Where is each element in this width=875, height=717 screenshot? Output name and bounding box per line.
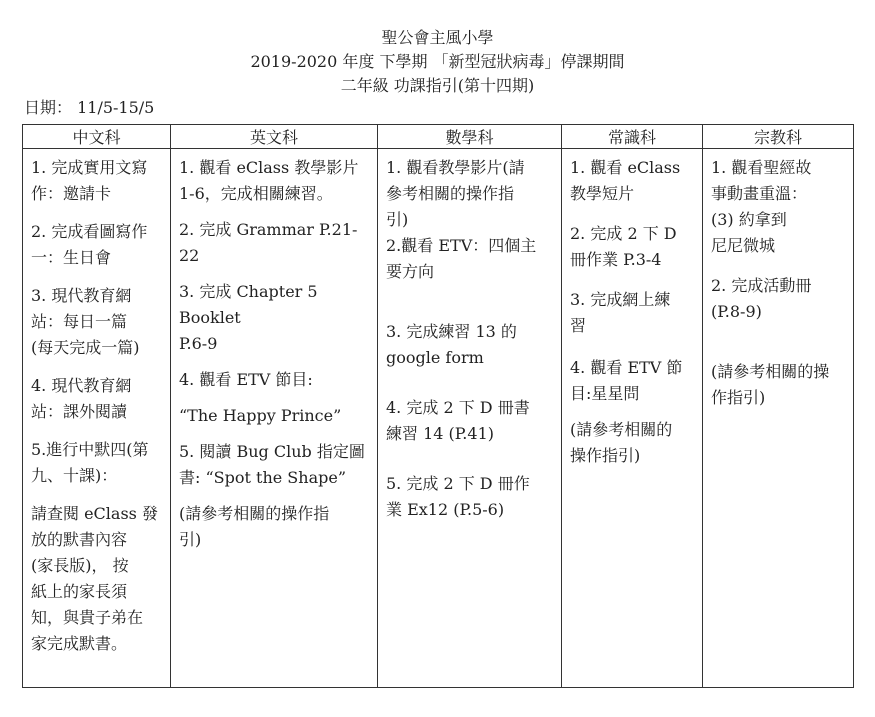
chinese-item: 1. 完成實用文寫 作：邀請卡 <box>31 158 148 203</box>
general-studies-item: 4. 觀看 ETV 節 目:星星問 <box>570 358 683 403</box>
chinese-item: 3. 現代教育網 站：每日一篇 (每天完成一篇) <box>31 286 140 357</box>
general-studies-cell <box>562 149 703 688</box>
english-item: 4. 觀看 ETV 節目: <box>179 370 313 389</box>
col-header-chinese: 中文科 <box>23 125 171 149</box>
date-range: 日期： 11/5-15/5 <box>24 98 155 117</box>
homework-table <box>22 124 854 688</box>
chinese-cell <box>23 149 171 688</box>
general-studies-item: 1. 觀看 eClass 教學短片 <box>570 158 681 203</box>
general-studies-item: 2. 完成 2 下 D 冊作業 P.3-4 <box>570 224 677 269</box>
english-cell <box>171 149 378 688</box>
col-header-math: 數學科 <box>378 125 562 149</box>
table-body-row <box>23 149 854 688</box>
col-header-religion: 宗教科 <box>703 125 854 149</box>
math-item: 3. 完成練習 13 的 google form <box>386 322 517 367</box>
english-item: 5. 閱讀 Bug Club 指定圖 書: “Spot the Shape” <box>179 442 365 487</box>
religion-cell <box>703 149 854 688</box>
english-item: 1. 觀看 eClass 教學影片 1-6，完成相關練習。 <box>179 158 359 203</box>
math-cell <box>378 149 562 688</box>
religion-item: 2. 完成活動冊 (P.8-9) <box>711 276 812 321</box>
chinese-item: 5.進行中默四(第 九、十課)： <box>31 440 149 485</box>
col-header-english: 英文科 <box>171 125 378 149</box>
term-title: 2019-2020 年度 下學期 「新型冠狀病毒」停課期間 <box>250 52 625 71</box>
table-header-row <box>23 125 854 149</box>
school-name: 聖公會主風小學 <box>381 28 494 47</box>
religion-item: (請參考相關的操 作指引) <box>711 362 830 407</box>
math-item: 1. 觀看教學影片(請 參考相關的操作指 引) 2.觀看 ETV：四個主 要方向 <box>386 158 537 281</box>
general-studies-item: 3. 完成網上練 習 <box>570 290 671 335</box>
english-item: 2. 完成 Grammar P.21-22 <box>179 220 358 265</box>
english-item: (請參考相關的操作指 引) <box>179 504 330 549</box>
document-header <box>0 26 875 98</box>
chinese-item: 4. 現代教育網 站：課外閱讀 <box>31 376 132 421</box>
math-item: 5. 完成 2 下 D 冊作 業 Ex12 (P.5-6) <box>386 474 530 519</box>
col-header-general-studies: 常識科 <box>562 125 703 149</box>
general-studies-item: (請參考相關的 操作指引) <box>570 420 673 465</box>
chinese-item: 請查閱 eClass 發 放的默書內容 (家長版)， 按 紙上的家長須 知，與貴子弟在 家完成默書。 <box>31 504 158 653</box>
english-item: “The Happy Prince” <box>179 406 342 425</box>
grade-title: 二年級 功課指引(第十四期) <box>340 76 535 95</box>
chinese-item: 2. 完成看圖寫作 一：生日會 <box>31 222 148 267</box>
religion-item: 1. 觀看聖經故 事動畫重溫： (3) 約拿到 尼尼微城 <box>711 158 812 255</box>
math-item: 4. 完成 2 下 D 冊書 練習 14 (P.41) <box>386 398 530 443</box>
english-item: 3. 完成 Chapter 5 Booklet P.6-9 <box>179 282 318 353</box>
